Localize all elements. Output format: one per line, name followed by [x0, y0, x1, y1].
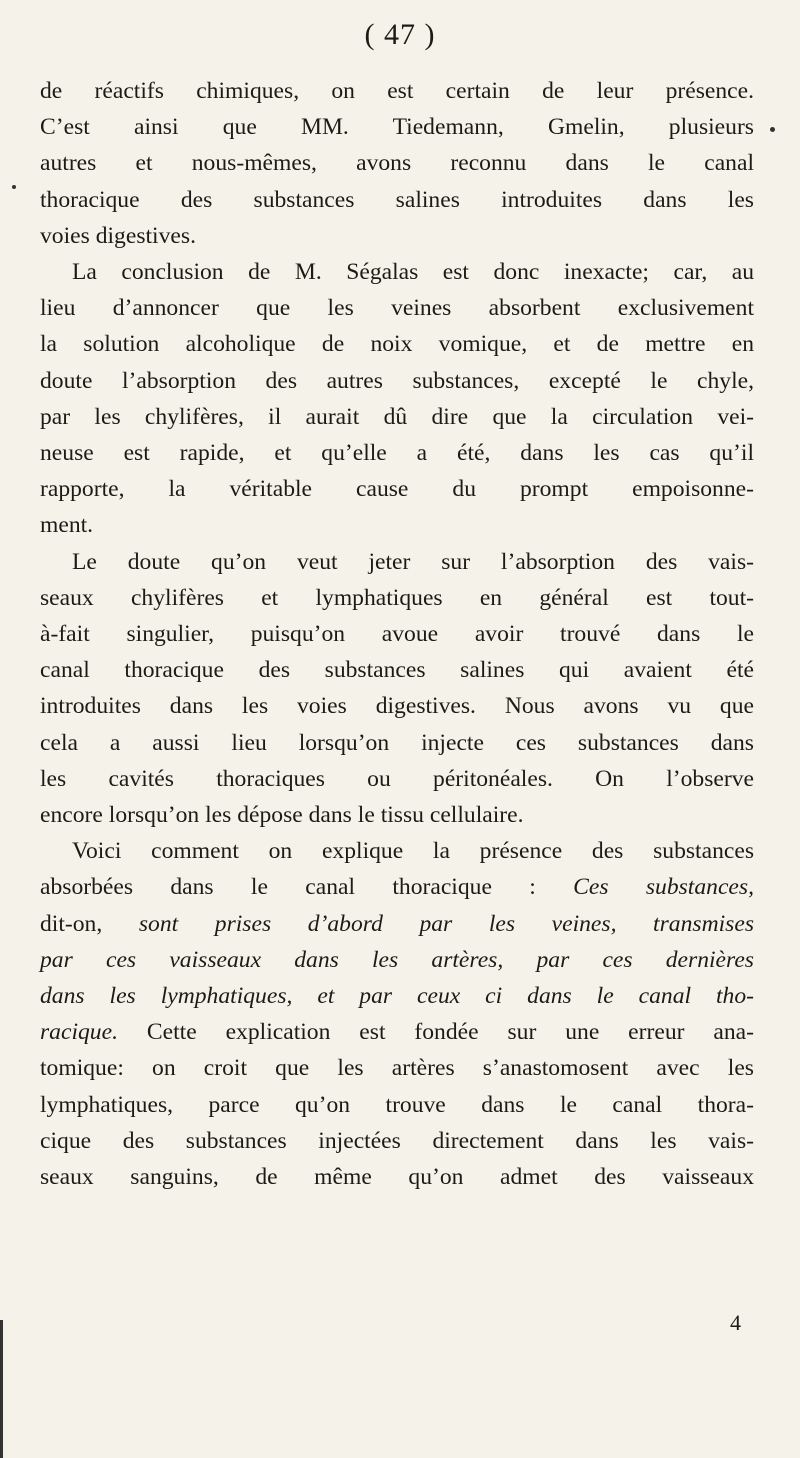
- text-line: à-fait singulier, puisqu’on avoue avoir trouvé dans le: [40, 621, 754, 648]
- text-line: introduites dans les voies digestives. Nous avons vu que: [40, 693, 754, 720]
- margin-speck: [770, 127, 775, 132]
- italic-quote: par ces dernières: [536, 946, 754, 973]
- italic-quote: lymphatiques, et par ceux ci dans le canal tho-: [160, 983, 755, 1010]
- text-line: de réactifs chimiques, on est certain de leur présence.: [40, 78, 754, 104]
- text-line: cique des substances injectées directement dans les vais-: [40, 1127, 754, 1154]
- text-line: la solution alcoholique de noix vomique, et de mettre en: [40, 331, 754, 358]
- text-line: doute l’absorption des autres substances, excepté le chyle,: [40, 367, 754, 394]
- text-line-mixed: racique. Cette explication est fondée sur une erreur ana-: [40, 1019, 754, 1046]
- body-text: [40, 73, 754, 1195]
- text-line: Le doute qu’on veut jeter sur l’absorption des vais-: [72, 548, 754, 575]
- text-line: canal thoracique des substances salines qui avaient été: [40, 657, 754, 684]
- text-line: Voici comment on explique la présence des substances: [72, 838, 754, 865]
- italic-quote: racique.: [40, 1019, 118, 1046]
- italic-quote: vaisseaux dans les artères,: [169, 946, 504, 973]
- text-line: cela a aussi lieu lorsqu’on injecte ces substances dans: [40, 729, 754, 756]
- text-line: neuse est rapide, et qu’elle a été, dans les cas qu’il: [40, 440, 754, 467]
- italic-quote: par ces: [40, 946, 137, 973]
- signature-mark: 4: [730, 1310, 741, 1335]
- text-line-mixed: absorbées dans le canal thoracique : Ces substances,: [40, 874, 754, 901]
- text-line: voies digestives.: [40, 222, 196, 249]
- text-line-mixed: [40, 978, 754, 1014]
- text-line: seaux chylifères et lymphatiques en général est tout-: [40, 584, 754, 611]
- text-line: par les chylifères, il aurait dû dire que la circulation vei-: [40, 403, 754, 430]
- text-line: C’est ainsi que MM. Tiedemann, Gmelin, plusieurs: [40, 114, 754, 141]
- text-line: La conclusion de M. Ségalas est donc inexacte; car, au: [72, 259, 754, 286]
- text-line: ment.: [40, 512, 94, 539]
- text-line: lymphatiques, parce qu’on trouve dans le canal thora-: [40, 1091, 754, 1118]
- margin-speck: [12, 185, 16, 189]
- italic-quote: Ces substances,: [573, 874, 754, 901]
- italic-quote: dans les: [40, 983, 136, 1010]
- text-line: seaux sanguins, de même qu’on admet des vaisseaux: [40, 1164, 754, 1191]
- text-line: les cavités thoraciques ou péritonéales. On l’observe: [40, 765, 754, 792]
- text-line: lieu d’annoncer que les veines absorbent exclusivement: [40, 295, 754, 322]
- text-line: thoracique des substances salines introduites dans les: [40, 186, 754, 213]
- page-number: ( 47 ): [364, 18, 436, 51]
- text-line-mixed: [40, 942, 754, 978]
- text-line: encore lorsqu’on les dépose dans le tissu cellulaire.: [40, 802, 524, 829]
- text-line: tomique: on croit que les artères s’anastomosent avec les: [40, 1055, 754, 1082]
- text-line-mixed: dit-on, sont prises d’abord par les veines, transmises: [40, 910, 754, 937]
- text-line: autres et nous-mêmes, avons reconnu dans le canal: [40, 150, 754, 177]
- italic-quote: sont prises d’abord par les veines, transmises: [138, 910, 754, 937]
- page-edge-shadow: [0, 1320, 3, 1458]
- text-line: rapporte, la véritable cause du prompt empoisonne-: [40, 476, 754, 503]
